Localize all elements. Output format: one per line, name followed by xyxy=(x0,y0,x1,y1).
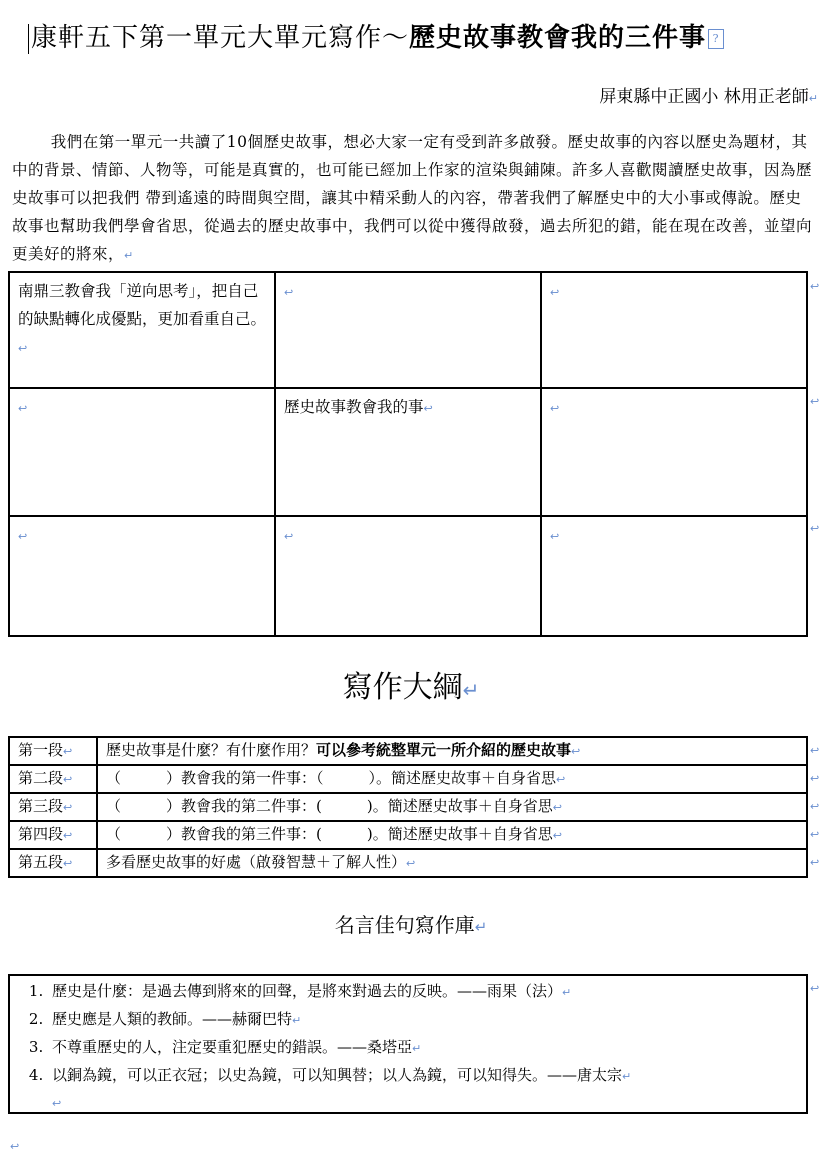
grid-cell-middle-right[interactable] xyxy=(541,388,807,516)
outline-label-text: 第一段 xyxy=(18,741,64,759)
outline-content-text: （ ）教會我的第三件事：( )。簡述歷史故事＋自身省思 xyxy=(106,825,553,843)
outline-label[interactable] xyxy=(9,765,97,793)
quote-text: 歷史是什麼：是過去傳到將來的回聲，是將來對過去的反映。——雨果（法） xyxy=(52,982,563,1000)
cell-mark-icon: ↩ xyxy=(63,801,73,814)
outline-title-text: 寫作大綱 xyxy=(342,670,463,705)
quote-text: 不尊重歷史的人，注定要重犯歷史的錯誤。——桑塔亞 xyxy=(52,1038,413,1056)
cell-mark-icon: ↩ xyxy=(552,801,562,814)
row-end-mark-icon: ↩ xyxy=(810,856,820,869)
quotes-heading xyxy=(0,908,822,944)
outline-content[interactable] xyxy=(97,765,807,793)
outline-content-text: 歷史故事是什麼？有什麼作用？ xyxy=(106,741,317,759)
cell-mark-icon: ↩ xyxy=(18,402,28,415)
row-end-mark-icon: ↩ xyxy=(810,744,820,757)
paragraph-mark-icon: ↩ xyxy=(52,1097,62,1110)
row-end-mark-icon: ↩ xyxy=(810,828,820,841)
outline-content[interactable] xyxy=(97,849,807,877)
paragraph-mark-icon: ↵ xyxy=(124,249,134,262)
quotes-list xyxy=(18,978,798,1090)
grid-cell-bottom-right[interactable] xyxy=(541,516,807,636)
quote-item xyxy=(48,1062,798,1090)
row-end-mark-icon: ↩ xyxy=(810,800,820,813)
grid-cell-top-left[interactable] xyxy=(9,272,275,388)
quote-item xyxy=(48,1034,798,1062)
missing-glyph-icon: ? xyxy=(708,29,724,49)
grid-cell-top-right[interactable] xyxy=(541,272,807,388)
outline-content[interactable] xyxy=(97,821,807,849)
title-bold: 歷史故事教會我的三件事 xyxy=(409,23,707,53)
paragraph-mark-icon: ↵ xyxy=(292,1014,302,1027)
outline-content-text: 多看歷史故事的好處（啟發智慧＋了解人性） xyxy=(106,853,407,871)
cell-mark-icon: ↩ xyxy=(63,857,73,870)
grid-cell-center[interactable] xyxy=(275,388,541,516)
grid-top-left-text: 南鼎三教會我「逆向思考」，把自己的缺點轉化成優點，更加看重自己。 xyxy=(18,282,267,328)
cell-mark-icon: ↩ xyxy=(550,402,560,415)
outline-content-text: （ ）教會我的第二件事：( )。簡述歷史故事＋自身省思 xyxy=(106,797,553,815)
outline-heading xyxy=(0,666,822,712)
paragraph-mark-icon: ↵ xyxy=(474,918,488,936)
grid-cell-bottom-center[interactable] xyxy=(275,516,541,636)
empty-line xyxy=(18,1090,798,1116)
cell-mark-icon: ↩ xyxy=(63,773,73,786)
cell-mark-icon: ↩ xyxy=(63,745,73,758)
row-end-mark-icon: ↩ xyxy=(810,982,820,995)
outline-label-text: 第四段 xyxy=(18,825,64,843)
cell-mark-icon: ↩ xyxy=(550,286,560,299)
paragraph-mark-icon: ↵ xyxy=(462,678,480,702)
row-end-mark-icon: ↩ xyxy=(810,280,820,293)
cell-mark-icon: ↩ xyxy=(284,286,294,299)
intro-paragraph xyxy=(12,128,812,270)
cell-mark-icon: ↩ xyxy=(556,773,566,786)
title-prefix: 康軒五下第一單元大單元寫作～ xyxy=(31,23,410,53)
quote-item xyxy=(48,1006,798,1034)
cell-mark-icon: ↩ xyxy=(406,857,416,870)
paragraph-mark-icon: ↵ xyxy=(808,92,818,105)
paragraph-mark-icon: ↵ xyxy=(622,1070,632,1083)
cell-mark-icon: ↩ xyxy=(18,530,28,543)
outline-label[interactable] xyxy=(9,821,97,849)
cell-mark-icon: ↩ xyxy=(284,530,294,543)
cell-mark-icon: ↩ xyxy=(552,829,562,842)
outline-content-text: （ ）教會我的第一件事：（ ）。簡述歷史故事＋自身省思 xyxy=(106,769,557,787)
paragraph-mark-icon: ↵ xyxy=(412,1042,422,1055)
quote-item xyxy=(48,978,798,1006)
author-text: 屏東縣中正國小 林用正老師 xyxy=(599,87,809,107)
outline-table xyxy=(8,736,808,878)
intro-text: 我們在第一單元一共讀了10個歷史故事，想必大家一定有受到許多啟發。歷史故事的內容以歷史為題材，其中的背景、情節、人物等，可能是真實的，也可能已經加上作家的渲染與鋪陳。許多人喜歡閱讀歷史故事，因為歷史故事可以把我們 帶到遙遠的時間與空間，讓其中精采動人的內容，帶著我們了解歷史中的大小事或傳說。歷史故事也幫助我們學會省思，從過去的歷史故事中，我們可以從中獲得啟發，過去所犯的錯，能在現在改善，並望向更美好的將來， xyxy=(12,133,813,263)
quote-text: 歷史應是人類的教師。——赫爾巴特 xyxy=(52,1010,293,1028)
paragraph-mark-icon: ↩ xyxy=(10,1140,20,1153)
paragraph-mark-icon: ↵ xyxy=(562,986,572,999)
grid-cell-top-center[interactable] xyxy=(275,272,541,388)
quotes-title-text: 名言佳句寫作庫 xyxy=(334,913,475,937)
outline-row xyxy=(9,765,807,793)
outline-label-text: 第二段 xyxy=(18,769,64,787)
outline-content[interactable] xyxy=(97,793,807,821)
cell-mark-icon: ↩ xyxy=(571,745,581,758)
outline-label[interactable] xyxy=(9,793,97,821)
quote-text: 以銅為鏡，可以正衣冠；以史為鏡，可以知興替；以人為鏡，可以知得失。——唐太宗 xyxy=(52,1066,623,1084)
outline-label-text: 第三段 xyxy=(18,797,64,815)
cell-mark-icon: ↩ xyxy=(18,342,28,355)
outline-label[interactable] xyxy=(9,737,97,765)
document-title xyxy=(28,18,818,58)
mindmap-grid xyxy=(8,271,808,637)
quotes-box xyxy=(8,974,808,1114)
grid-center-label: 歷史故事教會我的事 xyxy=(284,398,424,416)
author-line xyxy=(599,84,818,112)
row-end-mark-icon: ↩ xyxy=(810,395,820,408)
row-end-mark-icon: ↩ xyxy=(810,522,820,535)
cell-mark-icon: ↩ xyxy=(63,829,73,842)
text-cursor xyxy=(28,24,29,54)
outline-row xyxy=(9,849,807,877)
cell-mark-icon: ↩ xyxy=(423,402,433,415)
outline-row xyxy=(9,793,807,821)
outline-label[interactable] xyxy=(9,849,97,877)
outline-label-text: 第五段 xyxy=(18,853,64,871)
outline-row xyxy=(9,737,807,765)
grid-cell-bottom-left[interactable] xyxy=(9,516,275,636)
outline-row xyxy=(9,821,807,849)
outline-content[interactable] xyxy=(97,737,807,765)
row-end-mark-icon: ↩ xyxy=(810,772,820,785)
outline-content-bold: 可以參考統整單元一所介紹的歷史故事 xyxy=(316,741,572,759)
cell-mark-icon: ↩ xyxy=(550,530,560,543)
grid-cell-middle-left[interactable] xyxy=(9,388,275,516)
